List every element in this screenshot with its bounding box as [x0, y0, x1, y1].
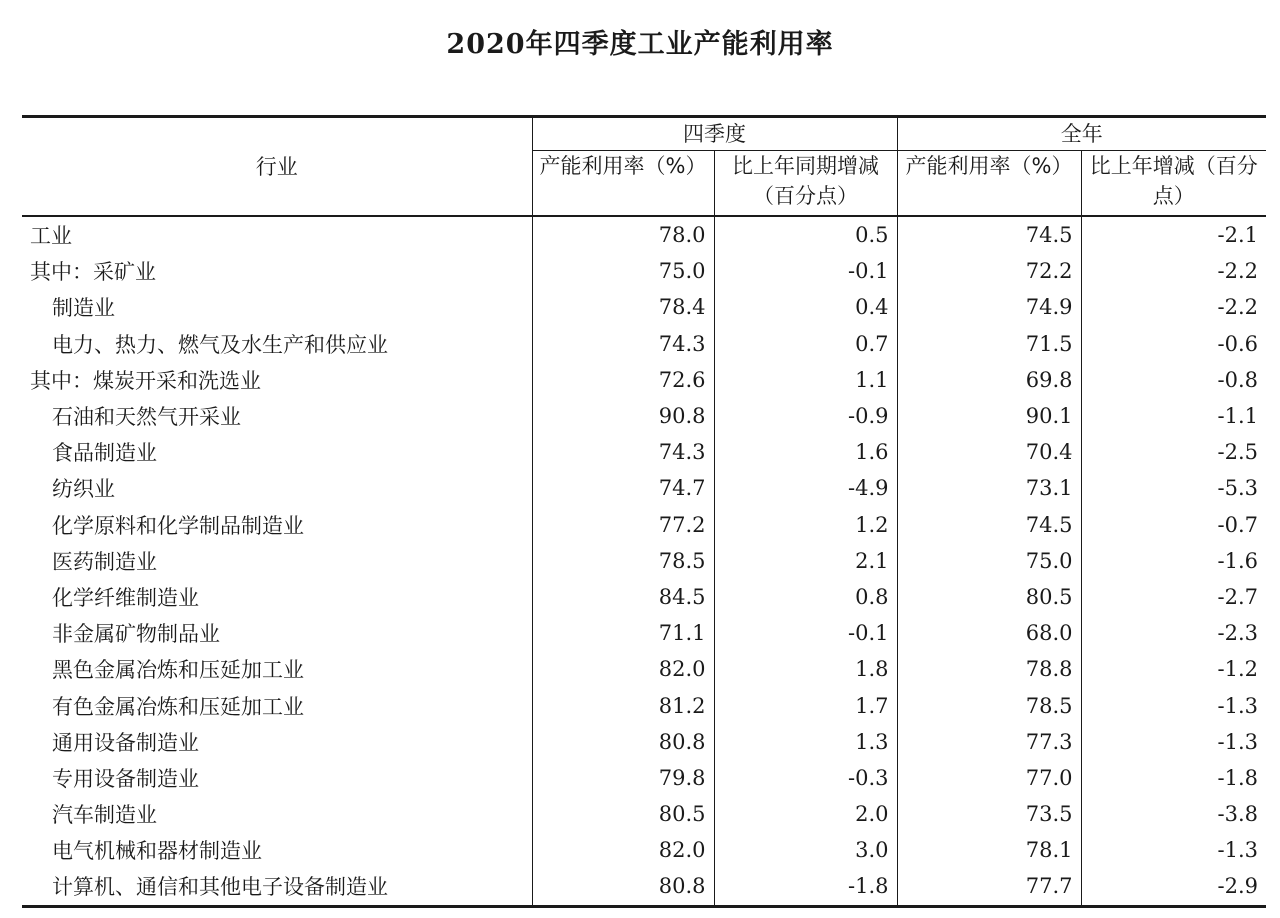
row-industry-name: 专用设备制造业 [52, 766, 199, 791]
row-industry-name: 石油和天然气开采业 [52, 405, 241, 430]
table-row [22, 470, 1266, 506]
row-year-rate: 90.1 [897, 398, 1081, 434]
row-q4-rate: 78.4 [532, 289, 714, 325]
row-industry-name: 其中：煤炭开采和洗选业 [30, 368, 261, 393]
header-year-rate: 产能利用率（%） [897, 151, 1081, 217]
row-q4-change: 0.7 [714, 326, 897, 362]
row-year-change: -1.2 [1081, 651, 1266, 687]
row-year-change: -0.8 [1081, 362, 1266, 398]
row-year-change: -2.3 [1081, 615, 1266, 651]
table-row [22, 507, 1266, 543]
row-q4-rate: 74.7 [532, 470, 714, 506]
row-q4-rate: 80.8 [532, 868, 714, 906]
row-q4-change: 0.4 [714, 289, 897, 325]
table-row [22, 434, 1266, 470]
row-industry-name: 电力、热力、燃气及水生产和供应业 [52, 332, 388, 357]
table-row [22, 326, 1266, 362]
row-q4-change: 1.3 [714, 724, 897, 760]
row-year-rate: 70.4 [897, 434, 1081, 470]
header-group-q4: 四季度 [532, 117, 897, 151]
table-row [22, 724, 1266, 760]
row-industry-name: 黑色金属冶炼和压延加工业 [52, 658, 304, 683]
table-row [22, 216, 1266, 253]
row-q4-rate: 82.0 [532, 832, 714, 868]
row-industry-name: 其中：采矿业 [30, 260, 156, 285]
row-q4-change: -1.8 [714, 868, 897, 906]
row-year-change: -0.7 [1081, 507, 1266, 543]
row-year-rate: 77.3 [897, 724, 1081, 760]
row-q4-rate: 75.0 [532, 253, 714, 289]
row-industry-name: 工业 [30, 224, 72, 249]
row-q4-change: 1.8 [714, 651, 897, 687]
row-industry-name: 通用设备制造业 [52, 730, 199, 755]
row-year-rate: 69.8 [897, 362, 1081, 398]
row-year-rate: 73.5 [897, 796, 1081, 832]
row-q4-change: 0.8 [714, 579, 897, 615]
row-q4-rate: 80.5 [532, 796, 714, 832]
row-year-change: -2.1 [1081, 216, 1266, 253]
row-q4-rate: 77.2 [532, 507, 714, 543]
row-q4-change: -0.1 [714, 253, 897, 289]
row-q4-rate: 84.5 [532, 579, 714, 615]
row-q4-change: 1.6 [714, 434, 897, 470]
table-row [22, 398, 1266, 434]
row-year-rate: 78.5 [897, 687, 1081, 723]
row-year-rate: 75.0 [897, 543, 1081, 579]
row-q4-rate: 74.3 [532, 326, 714, 362]
row-q4-rate: 81.2 [532, 687, 714, 723]
row-year-rate: 74.5 [897, 507, 1081, 543]
row-q4-change: 1.1 [714, 362, 897, 398]
row-year-change: -1.6 [1081, 543, 1266, 579]
header-q4-rate: 产能利用率（%） [532, 151, 714, 217]
row-industry-name: 化学纤维制造业 [52, 585, 199, 610]
row-year-change: -1.3 [1081, 724, 1266, 760]
row-year-change: -2.2 [1081, 289, 1266, 325]
row-year-change: -1.3 [1081, 832, 1266, 868]
row-industry-name: 制造业 [52, 296, 115, 321]
table-row [22, 796, 1266, 832]
row-q4-change: -4.9 [714, 470, 897, 506]
row-industry-name: 纺织业 [52, 477, 115, 502]
row-q4-change: -0.1 [714, 615, 897, 651]
row-year-change: -2.2 [1081, 253, 1266, 289]
row-year-rate: 74.9 [897, 289, 1081, 325]
row-year-rate: 78.8 [897, 651, 1081, 687]
table-row [22, 289, 1266, 325]
row-year-rate: 80.5 [897, 579, 1081, 615]
row-q4-change: 3.0 [714, 832, 897, 868]
row-year-rate: 77.0 [897, 760, 1081, 796]
table-row [22, 832, 1266, 868]
table-row [22, 651, 1266, 687]
row-year-change: -1.1 [1081, 398, 1266, 434]
row-industry-name: 医药制造业 [52, 549, 157, 574]
row-q4-rate: 79.8 [532, 760, 714, 796]
table-row [22, 579, 1266, 615]
row-year-change: -0.6 [1081, 326, 1266, 362]
table-row [22, 615, 1266, 651]
row-q4-rate: 72.6 [532, 362, 714, 398]
header-group-year: 全年 [897, 117, 1266, 151]
row-year-rate: 77.7 [897, 868, 1081, 906]
row-q4-rate: 80.8 [532, 724, 714, 760]
row-industry-name: 化学原料和化学制品制造业 [52, 513, 304, 538]
table-row [22, 362, 1266, 398]
row-year-change: -3.8 [1081, 796, 1266, 832]
row-year-change: -2.7 [1081, 579, 1266, 615]
row-q4-rate: 90.8 [532, 398, 714, 434]
row-year-change: -2.5 [1081, 434, 1266, 470]
row-q4-change: 1.2 [714, 507, 897, 543]
row-q4-change: 1.7 [714, 687, 897, 723]
row-q4-change: -0.9 [714, 398, 897, 434]
row-year-change: -1.3 [1081, 687, 1266, 723]
row-q4-rate: 78.0 [532, 216, 714, 253]
row-q4-change: 2.1 [714, 543, 897, 579]
table-row [22, 543, 1266, 579]
row-year-rate: 73.1 [897, 470, 1081, 506]
row-q4-change: 2.0 [714, 796, 897, 832]
row-q4-change: -0.3 [714, 760, 897, 796]
page-title: 2020年四季度工业产能利用率 [446, 29, 834, 60]
row-industry-name: 有色金属冶炼和压延加工业 [52, 694, 304, 719]
row-industry-name: 计算机、通信和其他电子设备制造业 [22, 868, 532, 906]
table-row [22, 253, 1266, 289]
row-year-change: -5.3 [1081, 470, 1266, 506]
row-q4-rate: 78.5 [532, 543, 714, 579]
row-year-rate: 78.1 [897, 832, 1081, 868]
row-industry-name: 非金属矿物制品业 [52, 622, 220, 647]
row-q4-rate: 82.0 [532, 651, 714, 687]
row-year-rate: 74.5 [897, 216, 1081, 253]
table-body [22, 216, 1266, 906]
row-year-rate: 72.2 [897, 253, 1081, 289]
row-year-rate: 68.0 [897, 615, 1081, 651]
table-row [22, 760, 1266, 796]
row-q4-rate: 74.3 [532, 434, 714, 470]
table-row [22, 687, 1266, 723]
capacity-utilization-table [22, 115, 1266, 908]
header-q4-change: 比上年同期增减（百分点） [714, 151, 897, 217]
header-industry: 行业 [22, 117, 532, 217]
row-industry-name: 电气机械和器材制造业 [52, 839, 262, 864]
row-year-rate: 71.5 [897, 326, 1081, 362]
row-industry-name: 食品制造业 [52, 441, 157, 466]
row-industry-name: 汽车制造业 [52, 803, 157, 828]
row-q4-change: 0.5 [714, 216, 897, 253]
header-year-change: 比上年增减（百分点） [1081, 151, 1266, 217]
row-year-change: -2.9 [1081, 868, 1266, 906]
table-row [22, 868, 1266, 906]
row-q4-rate: 71.1 [532, 615, 714, 651]
row-year-change: -1.8 [1081, 760, 1266, 796]
